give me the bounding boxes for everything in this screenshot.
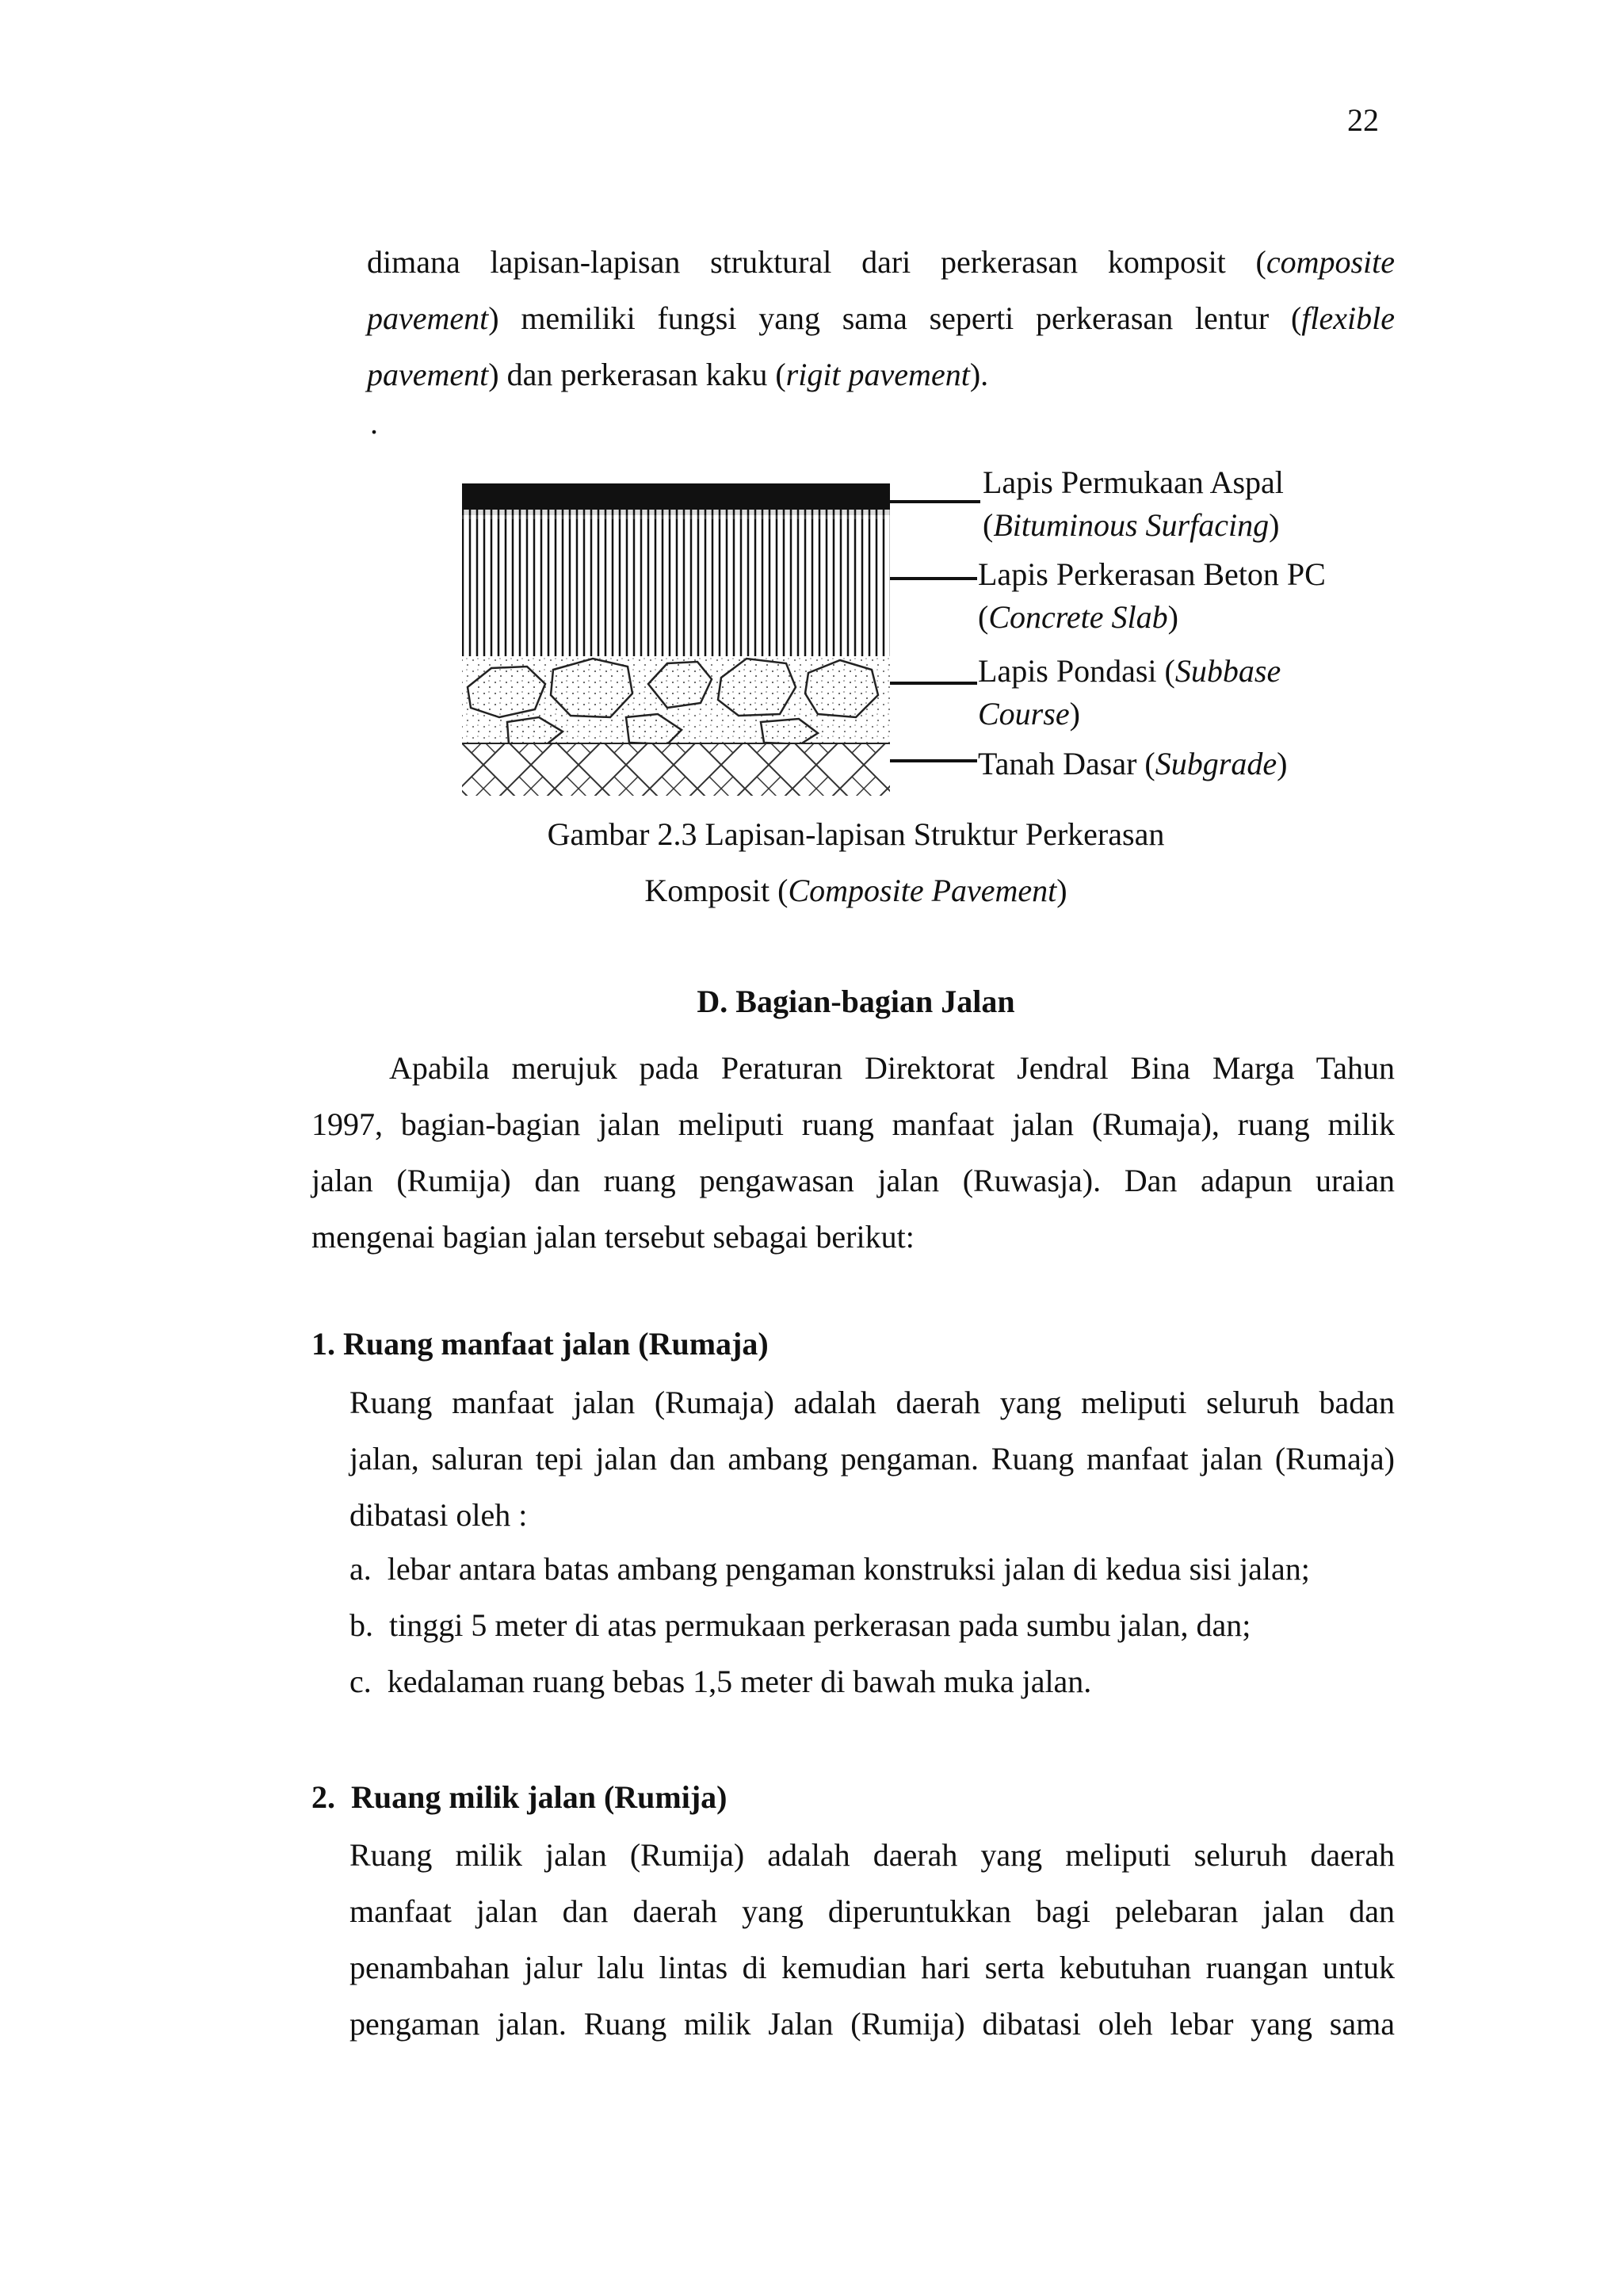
intro-italic: rigit pavement: [785, 357, 970, 392]
item2-paragraph: [349, 1827, 1395, 2052]
label-surface-line1: Lapis Permukaan Aspal: [983, 464, 1284, 500]
item1-line: Ruang manfaat jalan (Rumaja) adalah daerah yang meliputi seluruh badan: [349, 1385, 1395, 1420]
intro-italic: flexible: [1301, 300, 1395, 336]
label-italic: Bituminous Surfacing: [993, 507, 1270, 543]
label-italic: Course: [978, 696, 1070, 732]
label-text: Tanah Dasar (: [978, 746, 1155, 781]
intro-text: ).: [969, 357, 989, 392]
intro-italic: pavement: [367, 300, 489, 336]
label-italic: Subbase: [1174, 653, 1281, 689]
figure-caption: [380, 806, 1331, 919]
caption-text: ): [1056, 873, 1067, 908]
caption-italic: Composite Pavement: [788, 873, 1057, 908]
stray-dot: .: [370, 405, 378, 441]
page-number: 22: [1347, 102, 1379, 138]
item2-line: pengaman jalan. Ruang milik Jalan (Rumija) dibatasi oleh lebar yang sama: [349, 2006, 1395, 2042]
item1-heading: 1. Ruang manfaat jalan (Rumaja): [311, 1326, 769, 1362]
label-text: ): [1167, 599, 1178, 635]
section-d-line: Apabila merujuk pada Peraturan Direktorat Jendral Bina Marga Tahun: [389, 1050, 1395, 1086]
item1-list-b: b. tinggi 5 meter di atas permukaan perkerasan pada sumbu jalan, dan;: [349, 1607, 1251, 1643]
label-slab-line1: Lapis Perkerasan Beton PC: [978, 556, 1326, 592]
intro-paragraph: [367, 234, 1395, 403]
intro-text: ) dan perkerasan kaku (: [488, 357, 786, 392]
section-d-paragraph: [311, 1040, 1395, 1265]
label-slab: [978, 553, 1326, 639]
intro-italic: composite: [1266, 244, 1395, 280]
label-text: ): [1277, 746, 1288, 781]
subgrade-layer: [462, 743, 890, 796]
intro-italic: pavement: [367, 357, 489, 392]
subbase-layer: [462, 656, 890, 744]
section-d-line: jalan (Rumija) dan ruang pengawasan jalan (Ruwasja). Dan adapun uraian: [311, 1163, 1395, 1198]
item1-line: jalan, saluran tepi jalan dan ambang pengaman. Ruang manfaat jalan (Rumaja): [349, 1441, 1395, 1477]
label-text: (: [978, 599, 989, 635]
label-slab-line2: [978, 596, 1326, 639]
caption-line2: [380, 862, 1331, 919]
intro-text: ) memiliki fungsi yang sama seperti perkerasan lentur (: [488, 300, 1302, 336]
section-d-line: mengenai bagian jalan tersebut sebagai berikut:: [311, 1219, 915, 1255]
label-subbase-line2: [978, 693, 1281, 735]
label-italic: Subgrade: [1155, 746, 1277, 781]
label-subgrade: [978, 743, 1287, 785]
intro-line-2: [367, 290, 1395, 346]
section-d-line: 1997, bagian-bagian jalan meliputi ruang manfaat jalan (Rumaja), ruang milik: [311, 1106, 1395, 1142]
item1-list-c: c. kedalaman ruang bebas 1,5 meter di bawah muka jalan.: [349, 1664, 1092, 1699]
label-text: Lapis Pondasi (: [978, 653, 1175, 689]
label-text: (: [983, 507, 994, 543]
item1-paragraph: [349, 1374, 1395, 1543]
label-italic: Concrete Slab: [988, 599, 1168, 635]
intro-line-1: [367, 234, 1395, 290]
caption-text: Komposit (: [644, 873, 789, 908]
intro-text: dimana lapisan-lapisan struktural dari perkerasan komposit (: [367, 244, 1266, 280]
item1-list-a: a. lebar antara batas ambang pengaman konstruksi jalan di kedua sisi jalan;: [349, 1551, 1310, 1587]
label-text: ): [1069, 696, 1080, 732]
section-d-heading: D. Bagian-bagian Jalan: [697, 984, 1015, 1019]
label-subbase: [978, 650, 1281, 735]
intro-line-3: [367, 346, 1395, 403]
item1-line: dibatasi oleh :: [349, 1497, 528, 1533]
label-text: ): [1269, 507, 1280, 543]
caption-line1: Gambar 2.3 Lapisan-lapisan Struktur Perkerasan: [547, 816, 1165, 852]
label-surface: [983, 461, 1284, 547]
item2-line: penambahan jalur lalu lintas di kemudian hari serta kebutuhan ruangan untuk: [349, 1950, 1395, 1985]
label-surface-line2: [983, 504, 1284, 547]
concrete-slab-layer: [462, 519, 890, 656]
label-subbase-line1: [978, 650, 1281, 693]
item2-heading: 2. Ruang milik jalan (Rumija): [311, 1779, 727, 1815]
item2-line: Ruang milik jalan (Rumija) adalah daerah yang meliputi seluruh daerah: [349, 1837, 1395, 1873]
item2-line: manfaat jalan dan daerah yang diperuntukkan bagi pelebaran jalan dan: [349, 1893, 1395, 1929]
